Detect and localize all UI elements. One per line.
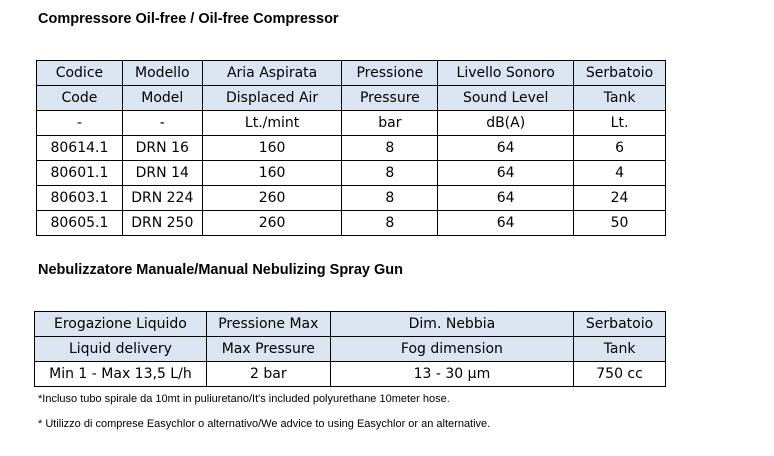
table-cell: 8: [342, 211, 438, 236]
header-cell: Serbatoio: [574, 312, 666, 337]
unit-cell: -: [122, 111, 202, 136]
header-row-en: [37, 86, 666, 111]
table-cell: 160: [202, 136, 342, 161]
table-cell: 160: [202, 161, 342, 186]
header-cell: Displaced Air: [202, 86, 342, 111]
header-cell: Code: [37, 86, 123, 111]
header-cell: Tank: [574, 337, 666, 362]
footnote-easychlor: * Utilizzo di comprese Easychlor o alternativo/We advice to using Easychlor or an alternative.: [38, 418, 491, 430]
table-cell: 64: [438, 136, 574, 161]
header-cell: Dim. Nebbia: [330, 312, 573, 337]
table-row: [37, 136, 666, 161]
unit-cell: Lt.: [574, 111, 666, 136]
table-cell: 6: [574, 136, 666, 161]
table-cell: 80603.1: [37, 186, 123, 211]
table-cell: DRN 14: [122, 161, 202, 186]
compressor-title: Compressore Oil-free / Oil-free Compressor: [38, 11, 339, 27]
table-cell: DRN 224: [122, 186, 202, 211]
header-cell: Codice: [37, 61, 123, 86]
table-row: [35, 362, 666, 387]
header-cell: Serbatoio: [574, 61, 666, 86]
table-cell: 80614.1: [37, 136, 123, 161]
unit-cell: -: [37, 111, 123, 136]
table-cell: 8: [342, 161, 438, 186]
table-cell: 64: [438, 211, 574, 236]
table-cell: 750 cc: [574, 362, 666, 387]
unit-cell: bar: [342, 111, 438, 136]
footnote-hose: *Incluso tubo spirale da 10mt in puliuretano/It's included polyurethane 10meter hose.: [38, 393, 450, 405]
table-cell: 260: [202, 186, 342, 211]
table-cell: 13 - 30 µm: [330, 362, 573, 387]
header-cell: Tank: [574, 86, 666, 111]
table-cell: Min 1 - Max 13,5 L/h: [35, 362, 207, 387]
header-cell: Max Pressure: [206, 337, 330, 362]
table-cell: 80605.1: [37, 211, 123, 236]
unit-cell: Lt./mint: [202, 111, 342, 136]
header-cell: Livello Sonoro: [438, 61, 574, 86]
header-cell: Fog dimension: [330, 337, 573, 362]
header-cell: Modello: [122, 61, 202, 86]
header-row-it: [35, 312, 666, 337]
header-cell: Aria Aspirata: [202, 61, 342, 86]
compressor-table: [36, 60, 666, 236]
table-cell: DRN 16: [122, 136, 202, 161]
units-row: [37, 111, 666, 136]
header-cell: Sound Level: [438, 86, 574, 111]
table-cell: 8: [342, 136, 438, 161]
header-row-it: [37, 61, 666, 86]
table-cell: 24: [574, 186, 666, 211]
table-cell: 4: [574, 161, 666, 186]
header-cell: Model: [122, 86, 202, 111]
table-cell: 64: [438, 161, 574, 186]
table-cell: 50: [574, 211, 666, 236]
table-cell: 8: [342, 186, 438, 211]
table-cell: 64: [438, 186, 574, 211]
table-row: [37, 186, 666, 211]
header-cell: Pressione: [342, 61, 438, 86]
table-row: [37, 211, 666, 236]
header-cell: Pressure: [342, 86, 438, 111]
header-row-en: [35, 337, 666, 362]
table-cell: 80601.1: [37, 161, 123, 186]
table-row: [37, 161, 666, 186]
table-cell: 260: [202, 211, 342, 236]
unit-cell: dB(A): [438, 111, 574, 136]
header-cell: Liquid delivery: [35, 337, 207, 362]
table-cell: 2 bar: [206, 362, 330, 387]
table-cell: DRN 250: [122, 211, 202, 236]
header-cell: Erogazione Liquido: [35, 312, 207, 337]
nebulizer-table: [34, 311, 666, 387]
nebulizer-title: Nebulizzatore Manuale/Manual Nebulizing Spray Gun: [38, 262, 403, 278]
header-cell: Pressione Max: [206, 312, 330, 337]
